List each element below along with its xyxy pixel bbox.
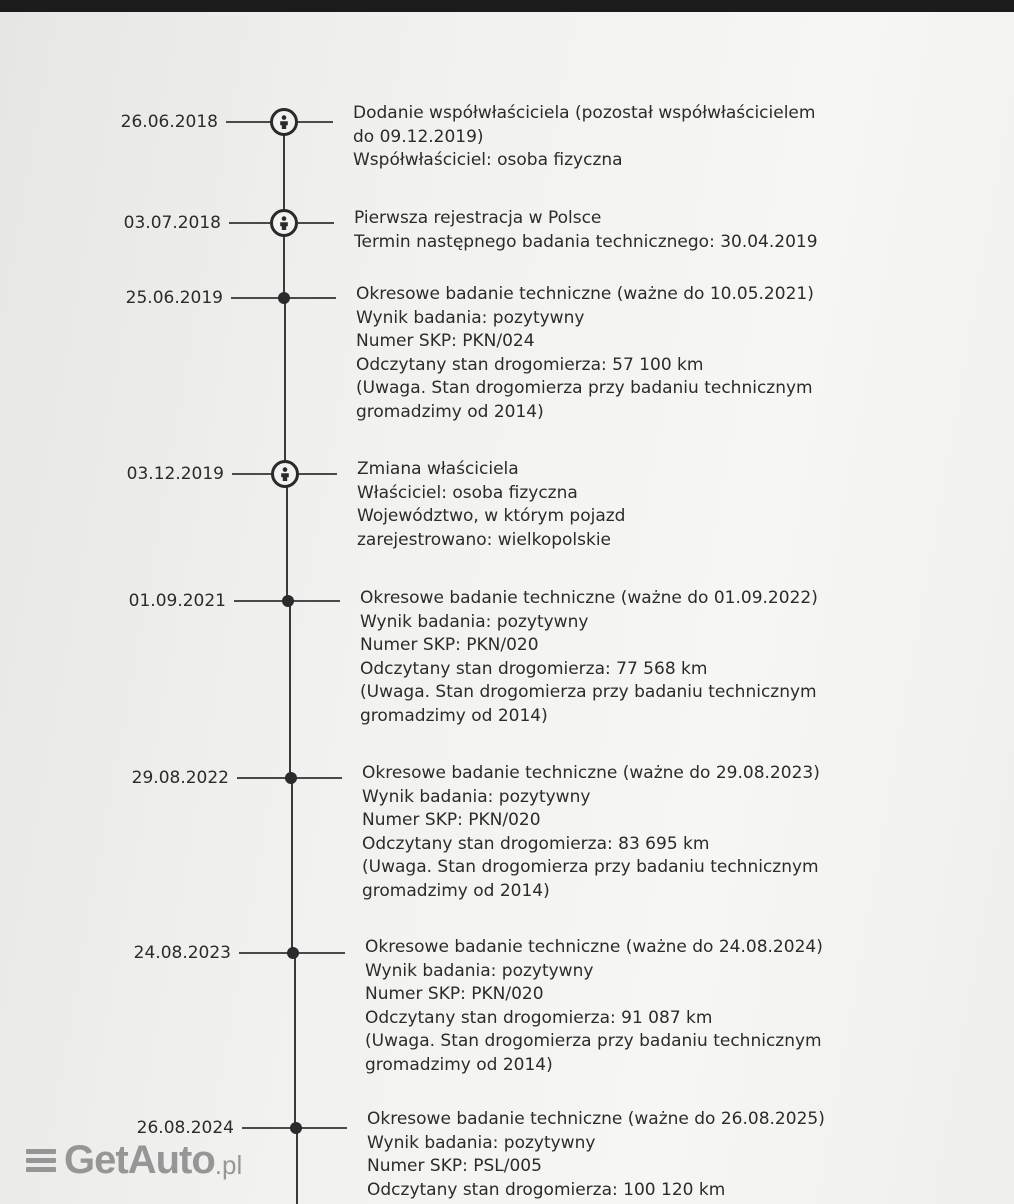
date-connector [239,952,293,954]
event-line: Współwłaściciel: osoba fizyczna [353,150,623,170]
event-date: 24.08.2023 [133,943,231,963]
event-line: Okresowe badanie techniczne (ważne do 29.08.2023) [362,763,820,783]
person-icon [270,209,298,237]
event-line: Odczytany stan drogomierza: 57 100 km [356,354,704,375]
event-description [360,587,818,728]
event-description [357,458,625,552]
event-date: 01.09.2021 [128,591,226,611]
logo-bars-icon [26,1149,56,1172]
date-connector [231,297,284,299]
timeline-dot [285,772,297,784]
event-line: Pierwsza rejestracja w Polsce [354,208,602,228]
event-line: gromadzimy od 2014) [365,1054,553,1075]
event-line: (Uwaga. Stan drogomierza przy badaniu technicznym [356,378,813,398]
logo-get: Get [64,1137,128,1182]
timeline-dot [282,595,294,607]
text-connector [293,952,345,954]
text-connector [296,1127,347,1129]
timeline-dot [287,947,299,959]
event-line: Wynik badania: pozytywny [356,307,585,328]
event-date: 25.06.2019 [125,288,223,308]
text-connector [291,777,342,779]
event-line: Numer SKP: PKN/020 [362,810,541,830]
event-line: Właściciel: osoba fizyczna [357,482,578,503]
timeline-dot [290,1122,302,1134]
date-connector [234,600,288,602]
event-line: Wynik badania: pozytywny [362,786,591,807]
event-line: zarejestrowano: wielkopolskie [357,529,612,550]
event-line: Numer SKP: PKN/020 [360,635,539,655]
timeline-spine [289,601,291,778]
event-description [367,1108,825,1202]
event-line: Numer SKP: PKN/020 [365,984,544,1004]
person-icon [271,460,299,488]
event-description [356,283,814,424]
event-line: Odczytany stan drogomierza: 91 087 km [365,1007,713,1028]
event-line: Termin następnego badania technicznego: 30.04.2019 [354,231,818,252]
person-icon [270,108,298,136]
timeline-spine [294,953,296,1128]
event-line: Wynik badania: pozytywny [367,1132,596,1153]
event-line: Numer SKP: PSL/005 [367,1156,542,1176]
date-connector [242,1127,296,1129]
event-description [362,762,820,903]
event-line: Odczytany stan drogomierza: 100 120 km [367,1179,726,1200]
timeline-spine [286,474,288,601]
event-line: Okresowe badanie techniczne (ważne do 26.08.2025) [367,1109,825,1129]
event-line: Zmiana właściciela [357,459,519,479]
timeline-dot [278,292,290,304]
event-date: 29.08.2022 [131,768,229,788]
event-line: (Uwaga. Stan drogomierza przy badaniu technicznym [362,857,819,877]
event-line: gromadzimy od 2014) [362,880,550,901]
getauto-watermark [26,1138,242,1182]
date-connector [237,777,291,779]
event-line: Województwo, w którym pojazd [357,506,626,526]
event-line: Wynik badania: pozytywny [360,611,589,632]
event-description [365,936,823,1077]
event-line: Okresowe badanie techniczne (ważne do 10.05.2021) [356,284,814,304]
timeline-spine [284,298,286,474]
event-date: 26.06.2018 [120,112,218,132]
timeline-spine [291,778,293,953]
event-line: Okresowe badanie techniczne (ważne do 24.08.2024) [365,937,823,957]
event-line: gromadzimy od 2014) [356,401,544,422]
event-line: Odczytany stan drogomierza: 77 568 km [360,658,708,679]
event-date: 26.08.2024 [136,1118,234,1138]
timeline-spine [283,122,285,223]
logo-tld: .pl [214,1149,243,1180]
event-line: Dodanie współwłaściciela (pozostał współwłaścicielem [353,103,816,123]
event-line: Okresowe badanie techniczne (ważne do 01.09.2022) [360,588,818,608]
logo-auto: Auto [127,1137,215,1182]
event-line: Wynik badania: pozytywny [365,960,594,981]
text-connector [288,600,340,602]
event-description [353,102,815,173]
timeline-spine [296,1128,298,1204]
event-description [354,207,818,254]
event-line: (Uwaga. Stan drogomierza przy badaniu technicznym [360,682,817,702]
event-date: 03.07.2018 [123,213,221,233]
event-date: 03.12.2019 [126,464,224,484]
event-line: gromadzimy od 2014) [360,705,548,726]
event-line: Numer SKP: PKN/024 [356,331,535,351]
event-line: Odczytany stan drogomierza: 83 695 km [362,833,710,854]
event-line: (Uwaga. Stan drogomierza przy badaniu technicznym [365,1031,822,1051]
event-line: do 09.12.2019) [353,126,484,147]
text-connector [284,297,336,299]
